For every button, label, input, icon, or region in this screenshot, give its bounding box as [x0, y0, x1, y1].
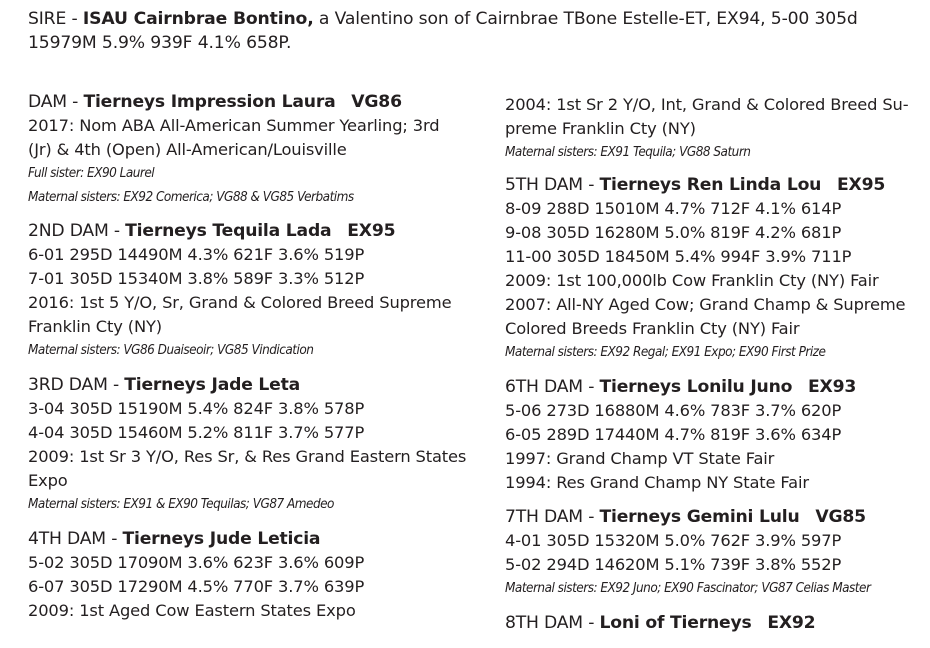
sire-name: ISAU Cairnbrae Bontino,	[82, 9, 314, 29]
4th-dam-entry	[28, 527, 364, 623]
dam-note: Maternal sisters: VG86 Duaiseoir; VG85 Vindication	[28, 343, 314, 358]
dam-heading: 6TH DAM - Tierneys Lonilu Juno EX93	[505, 377, 857, 397]
dam-record: 6-01 295D 14490M 4.3% 621F 3.6% 519P	[28, 245, 365, 264]
dam-score: VG85	[815, 507, 866, 527]
dam-note: Maternal sisters: EX91 Tequila; VG88 Saturn	[505, 145, 751, 160]
dam-name: Tierneys Ren Linda Lou	[599, 175, 822, 195]
dam-note: Maternal sisters: EX92 Juno; EX90 Fascinator; VG87 Celias Master	[505, 581, 871, 596]
dam-record: 4-01 305D 15320M 5.0% 762F 3.9% 597P	[505, 531, 842, 550]
8th-dam-entry	[505, 611, 815, 635]
6th-dam-entry	[505, 375, 856, 495]
dam-record: 5-02 294D 14620M 5.1% 739F 3.8% 552P	[505, 555, 842, 574]
2nd-dam-entry	[28, 219, 451, 363]
5th-dam-entry	[505, 173, 905, 365]
dam-note: Full sister: EX90 Laurel	[28, 166, 155, 181]
dam-record: 6-05 289D 17440M 4.7% 819F 3.6% 634P	[505, 425, 842, 444]
dam-record: 2009: 1st 100,000lb Cow Franklin Cty (NY) Fair	[505, 271, 879, 290]
dam-record: 11-00 305D 18450M 5.4% 994F 3.9% 711P	[505, 247, 852, 266]
dam-name: Tierneys Lonilu Juno	[599, 377, 793, 397]
sire-line-2: 15979M 5.9% 939F 4.1% 658P.	[28, 33, 292, 53]
dam-record: Franklin Cty (NY)	[28, 317, 162, 336]
dam-note: Maternal sisters: EX92 Comerica; VG88 & VG85 Verbatims	[28, 190, 354, 205]
dam-record: (Jr) & 4th (Open) All-American/Louisville	[28, 140, 347, 159]
dam-record: 1994: Res Grand Champ NY State Fair	[505, 473, 809, 492]
sire-block	[28, 7, 918, 55]
sire-line-1: SIRE - ISAU Cairnbrae Bontino, a Valentino son of Cairnbrae TBone Estelle-ET, EX94, 5-00 305d	[28, 9, 858, 29]
dam-record: 2009: 1st Aged Cow Eastern States Expo	[28, 601, 356, 620]
dam-entry	[28, 90, 439, 210]
dam-name: Tierneys Impression Laura	[83, 92, 336, 112]
dam-heading: 2ND DAM - Tierneys Tequila Lada EX95	[28, 221, 396, 241]
3rd-dam-entry	[28, 373, 466, 517]
dam-heading: 7TH DAM - Tierneys Gemini Lulu VG85	[505, 507, 866, 527]
dam-heading: 8TH DAM - Loni of Tierneys EX92	[505, 613, 816, 633]
dam-record: 1997: Grand Champ VT State Fair	[505, 449, 775, 468]
dam-name: Tierneys Jade Leta	[124, 375, 301, 395]
dam-record: 5-06 273D 16880M 4.6% 783F 3.7% 620P	[505, 401, 842, 420]
dam-heading: DAM - Tierneys Impression Laura VG86	[28, 92, 402, 112]
dam-name: Loni of Tierneys	[599, 613, 752, 633]
4th-dam-continuation	[505, 93, 908, 165]
dam-record: 2004: 1st Sr 2 Y/O, Int, Grand & Colored Breed Su-	[505, 95, 909, 114]
dam-score: EX92	[767, 613, 816, 633]
dam-record: 5-02 305D 17090M 3.6% 623F 3.6% 609P	[28, 553, 365, 572]
dam-record: Colored Breeds Franklin Cty (NY) Fair	[505, 319, 800, 338]
dam-record: 8-09 288D 15010M 4.7% 712F 4.1% 614P	[505, 199, 842, 218]
dam-score: EX93	[808, 377, 857, 397]
dam-note: Maternal sisters: EX92 Regal; EX91 Expo; EX90 First Prize	[505, 345, 826, 360]
dam-score: EX95	[347, 221, 396, 241]
dam-name: Tierneys Jude Leticia	[122, 529, 321, 549]
dam-note: Maternal sisters: EX91 & EX90 Tequilas; VG87 Amedeo	[28, 497, 334, 512]
dam-record: 9-08 305D 16280M 5.0% 819F 4.2% 681P	[505, 223, 842, 242]
dam-score: VG86	[351, 92, 402, 112]
dam-record: 2017: Nom ABA All-American Summer Yearling; 3rd	[28, 116, 440, 135]
dam-record: preme Franklin Cty (NY)	[505, 119, 696, 138]
7th-dam-entry	[505, 505, 898, 601]
dam-score: EX95	[837, 175, 886, 195]
dam-record: Expo	[28, 471, 68, 490]
dam-record: 2016: 1st 5 Y/O, Sr, Grand & Colored Breed Supreme	[28, 293, 452, 312]
dam-heading: 4TH DAM - Tierneys Jude Leticia	[28, 529, 321, 549]
dam-heading: 3RD DAM - Tierneys Jade Leta	[28, 375, 301, 395]
dam-record: 4-04 305D 15460M 5.2% 811F 3.7% 577P	[28, 423, 365, 442]
dam-heading: 5TH DAM - Tierneys Ren Linda Lou EX95	[505, 175, 886, 195]
dam-name: Tierneys Tequila Lada	[125, 221, 332, 241]
dam-name: Tierneys Gemini Lulu	[599, 507, 800, 527]
dam-record: 3-04 305D 15190M 5.4% 824F 3.8% 578P	[28, 399, 365, 418]
dam-record: 2007: All-NY Aged Cow; Grand Champ & Supreme	[505, 295, 906, 314]
dam-record: 2009: 1st Sr 3 Y/O, Res Sr, & Res Grand Eastern States	[28, 447, 467, 466]
dam-record: 7-01 305D 15340M 3.8% 589F 3.3% 512P	[28, 269, 365, 288]
dam-record: 6-07 305D 17290M 4.5% 770F 3.7% 639P	[28, 577, 365, 596]
